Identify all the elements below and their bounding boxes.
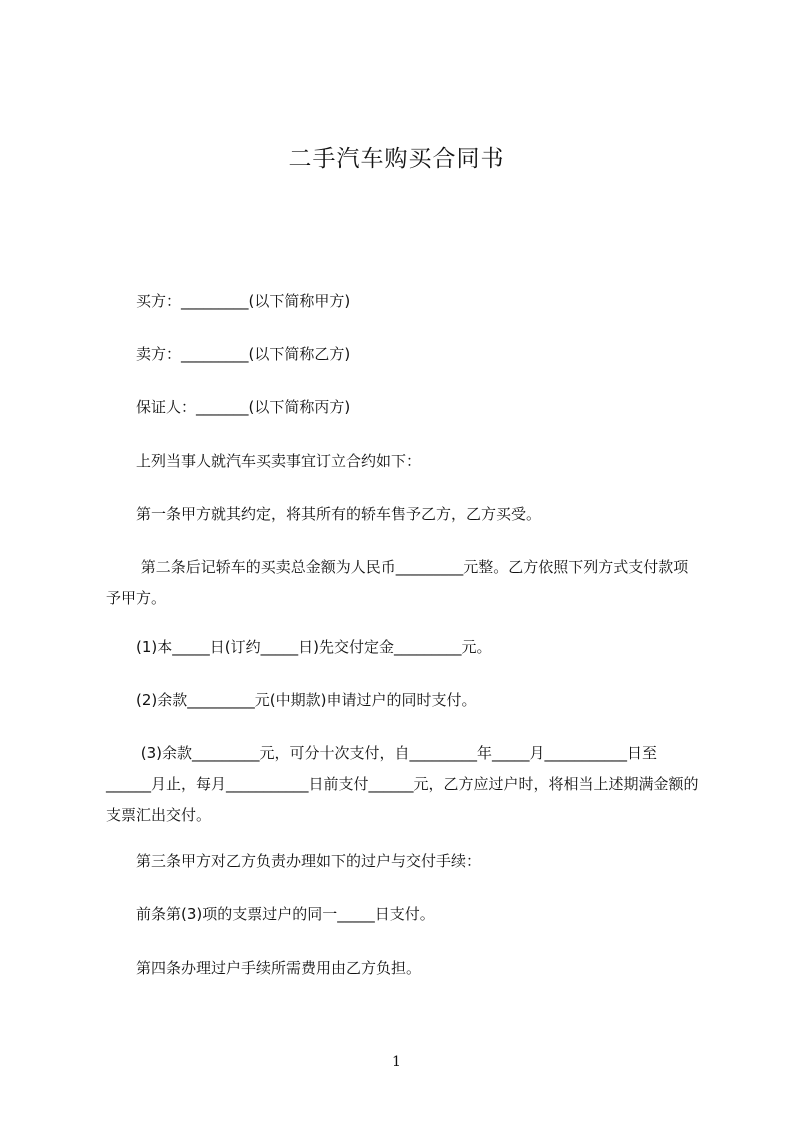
seller-line: 卖方：_________(以下简称乙方)	[136, 345, 351, 363]
guarantor-line: 保证人：_______(以下简称丙方)	[136, 398, 351, 416]
payment-item-2: (2)余款_________元(中期款)申请过户的同时支付。	[136, 691, 477, 709]
payment-item-3: (3)余款_________元，可分十次支付，自_________年_____月___________日至______月止，每月___________日前支付______元，乙方应过户时，将相当上述期满金额的支票汇出交付。	[106, 744, 699, 824]
preamble: 上列当事人就汽车买卖事宜订立合约如下：	[136, 452, 422, 470]
article-3-detail: 前条第(3)项的支票过户的同一_____日支付。	[136, 905, 435, 923]
article-4: 第四条办理过户手续所需费用由乙方负担。	[136, 959, 422, 977]
article-3: 第三条甲方对乙方负责办理如下的过户与交付手续：	[136, 852, 482, 870]
page-number: 1	[392, 1054, 401, 1070]
article-1: 第一条甲方就其约定，将其所有的轿车售予乙方，乙方买受。	[136, 505, 542, 523]
document-title: 二手汽车购买合同书	[288, 146, 505, 172]
article-2: 第二条后记轿车的买卖总金额为人民币_________元整。乙方依照下列方式支付款项予甲方。	[106, 558, 689, 607]
payment-item-1: (1)本_____日(订约_____日)先交付定金_________元。	[136, 638, 492, 656]
buyer-line: 买方：_________(以下简称甲方)	[136, 292, 351, 310]
